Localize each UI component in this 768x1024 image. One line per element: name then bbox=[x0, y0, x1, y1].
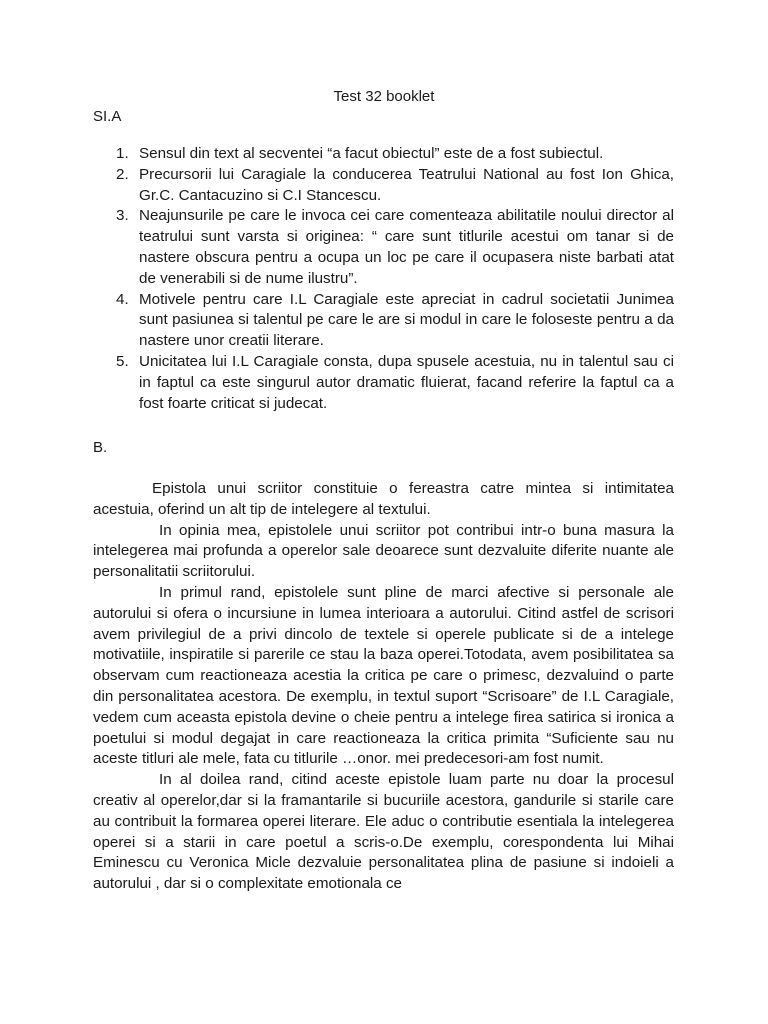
list-item bbox=[93, 144, 674, 165]
list-item-text: Precursorii lui Caragiale la conducerea Teatrului National au fost Ion Ghica, Gr.C. Cantacuzino si C.I Stancescu. bbox=[139, 165, 674, 204]
essay-paragraph: In primul rand, epistolele sunt pline de marci afective si personale ale autorului si ofera o incursiune in lumea interioara a autorului. Citind astfel de scrisori avem privilegiul de a privi dincolo de textele si operele publicate si de a intelege motivatiile, inspiratile si parerile ce stau la baza operei.Totodata, avem posibilitatea sa observam cum reactioneaza acestia la critica pe care o primesc, dezvaluind o parte din personalitatea acestora. De exemplu, in textul suport “Scrisoare” de I.L Caragiale, vedem cum aceasta epistola devine o cheie pentru a intelege firea satirica si ironica a poetului si modul degajat in care reactioneaza la critica primita “Suficiente sau nu aceste titluri ale mele, fata cu titlurile …onor. mei predecesori-am fost numit. bbox=[93, 583, 674, 768]
list-item bbox=[93, 290, 674, 352]
list-item-number: 3. bbox=[116, 207, 129, 225]
list-item-number: 5. bbox=[116, 352, 129, 370]
list-item bbox=[93, 165, 674, 207]
essay-paragraph: Epistola unui scriitor constituie o fereastra catre mintea si intimitatea acestuia, oferind un alt tip de intelegere al textului. bbox=[93, 480, 674, 518]
list-item-number: 2. bbox=[116, 165, 129, 183]
list-item-text: Neajunsurile pe care le invoca cei care comenteaza abilitatile noului director al teatrului sunt varsta si originea: “ care sunt titlurile acestui om tanar si de nastere obscura pentru a ocupa un loc pe care il ocupasera niste barbati atat de venerabili si de nume ilustru”. bbox=[139, 207, 674, 287]
essay-body bbox=[93, 479, 674, 895]
document-title: Test 32 booklet bbox=[333, 88, 435, 105]
list-item-number: 1. bbox=[116, 145, 129, 162]
list-item bbox=[93, 352, 674, 414]
section-b-heading: B. bbox=[93, 439, 108, 456]
list-item-number: 4. bbox=[116, 290, 129, 308]
section-a-heading: SI.A bbox=[93, 108, 122, 125]
list-item-text: Unicitatea lui I.L Caragiale consta, dupa spusele acestuia, nu in talentul sau ci in faptul ca este singurul autor dramatic fluierat, facand referire la faptul ca a fost foarte criticat si judecat. bbox=[139, 352, 674, 412]
essay-paragraph: In al doilea rand, citind aceste epistole luam parte nu doar la procesul creativ al operelor,dar si la framantarile si bucuriile acestora, gandurile si starile care au contribuit la formarea operei literare. Ele aduc o contributie esentiala la intelegerea operei si a starii in care poetul a scris-o.De exemplu, corespondenta lui Mihai Eminescu cu Veronica Micle dezvaluie personalitatea plina de pasiune si indoieli a autorului , dar si o complexitate emotionala ce bbox=[93, 771, 674, 893]
list-item-text: Sensul din text al secventei “a facut obiectul” este de a fost subiectul. bbox=[139, 145, 604, 162]
list-item bbox=[93, 206, 674, 289]
list-item-text: Motivele pentru care I.L Caragiale este apreciat in cadrul societatii Junimea sunt pasiunea si talentul pe care le are si modul in care le foloseste pentru a da nastere unor creatii literare. bbox=[139, 290, 674, 350]
essay-paragraph: In opinia mea, epistolele unui scriitor pot contribui intr-o buna masura la intelegerea mai profunda a operelor sale deoarece sunt dezvaluite diferite nuante ale personalitatii scriitorului. bbox=[93, 521, 674, 581]
answers-list bbox=[93, 144, 674, 414]
